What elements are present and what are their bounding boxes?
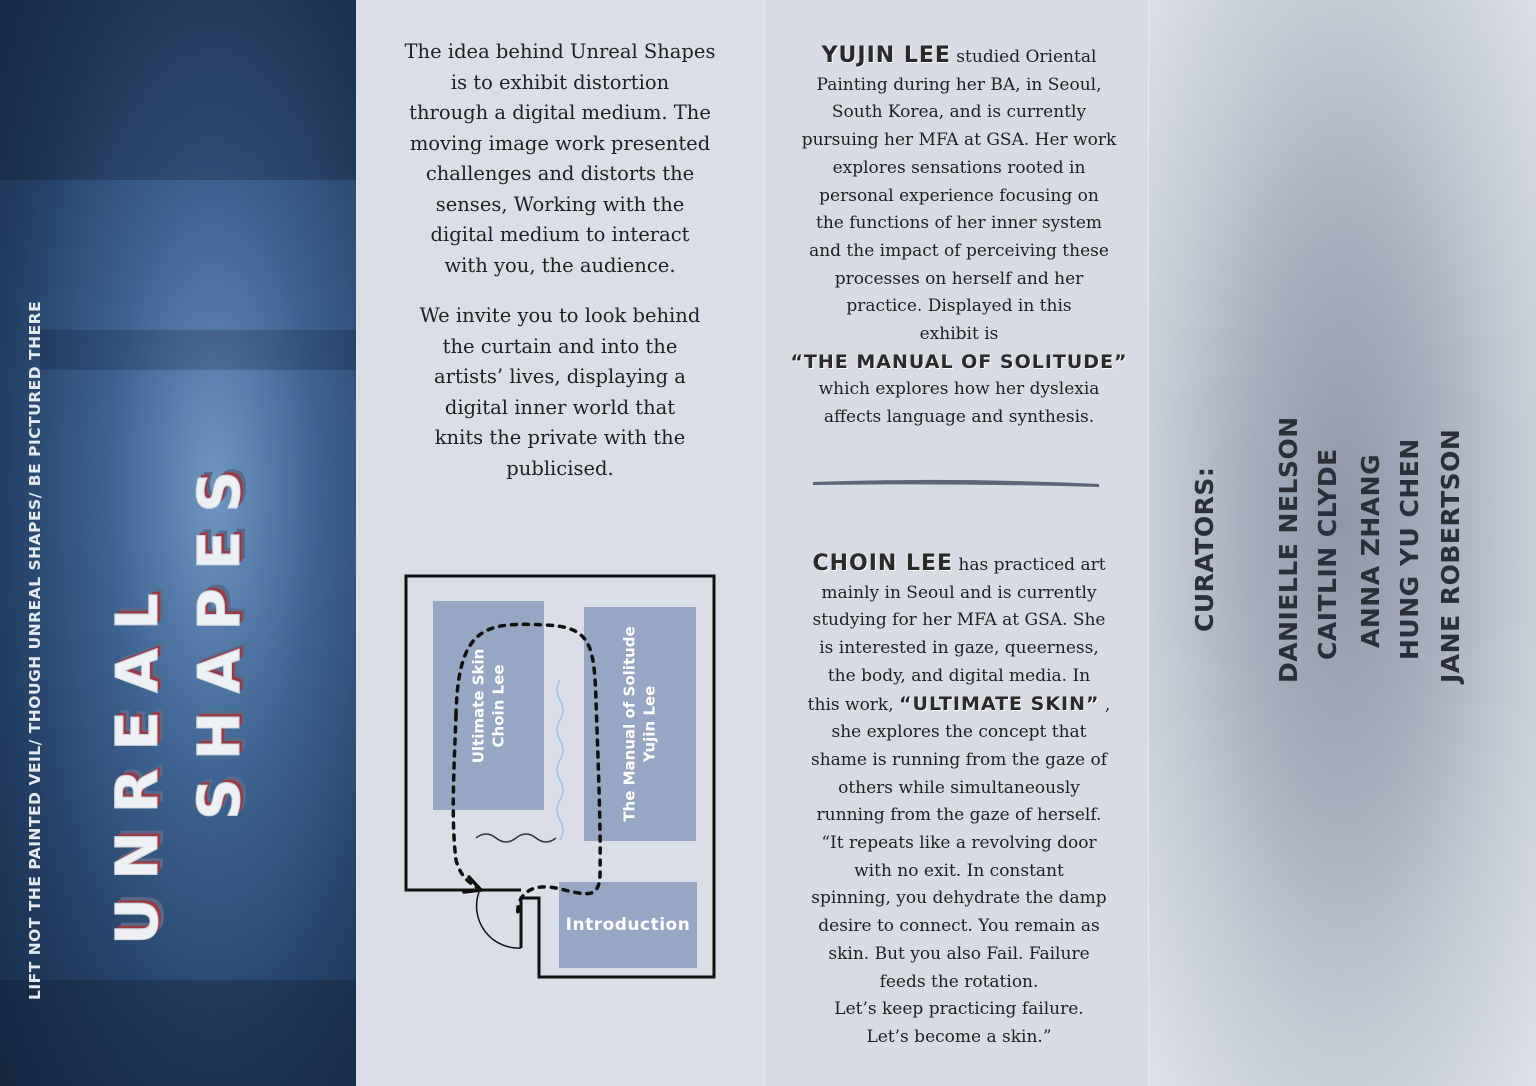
section-divider: [811, 477, 1101, 488]
visitor-route: [396, 570, 726, 990]
intro-line: The idea behind Unreal Shapes: [404, 40, 716, 63]
intro-line: challenges and distorts the: [425, 162, 695, 185]
cover-title-shapes: SHAPES: [185, 452, 253, 820]
bio-text: this work,: [807, 694, 900, 715]
bio-line: explores sensations rooted in: [832, 157, 1086, 178]
intro-paragraph-2: [380, 301, 740, 484]
intro-paragraph-1: [380, 37, 740, 281]
bio-line: practice. Displayed in this: [846, 296, 1072, 317]
bio-line: shame is running from the gaze of: [811, 749, 1107, 770]
room-title: Introduction: [565, 915, 691, 935]
intro-panel: [356, 0, 764, 1086]
intro-line: publicised.: [506, 456, 614, 480]
bio-line: mainly in Seoul and is currently: [821, 582, 1097, 603]
cover-shadow: [0, 0, 356, 180]
bio-line: the body, and digital media. In: [827, 665, 1091, 686]
bio-text: studied Oriental: [950, 47, 1097, 67]
bio-line: with no exit. In constant: [854, 860, 1064, 881]
bio-text: ,: [1099, 694, 1111, 715]
bio-line: feeds the rotation.: [879, 971, 1039, 992]
intro-line: knits the private with the: [434, 426, 686, 449]
curator-name: JANE ROBERTSON: [1436, 428, 1465, 683]
work-title: “THE MANUAL OF SOLITUDE”: [790, 350, 1128, 373]
bio-line: “It repeats like a revolving door: [821, 833, 1097, 854]
artist-bio-choin: [773, 550, 1145, 1052]
intro-line: the curtain and into the: [442, 334, 678, 358]
room-artist: Yujin Lee: [641, 685, 659, 763]
bio-line: which explores how her dyslexia: [818, 379, 1100, 400]
cover-shadow: [40, 330, 356, 370]
artist-name: YUJIN LEE: [821, 43, 951, 68]
intro-line: is to exhibit distortion: [450, 70, 670, 94]
bio-line: Let’s keep practicing failure.: [834, 999, 1084, 1020]
bio-line: exhibit is: [919, 324, 999, 345]
curator-name: ANNA ZHANG: [1356, 453, 1385, 648]
bio-line: pursuing her MFA at GSA. Her work: [801, 130, 1117, 151]
curator-name: CAITLIN CLYDE: [1313, 448, 1342, 660]
room-title: Ultimate Skin: [469, 648, 488, 763]
bio-line: the functions of her inner system: [816, 213, 1102, 234]
cover-title-unreal: UNREAL: [103, 575, 171, 945]
bio-line: running from the gaze of herself.: [816, 805, 1102, 826]
bio-line: skin. But you also Fail. Failure: [828, 943, 1090, 964]
bio-line: personal experience focusing on: [819, 185, 1099, 206]
cover-tagline: LIFT NOT THE PAINTED VEIL/ THOUGH UNREAL SHAPES/ BE PICTURED THERE: [26, 300, 44, 1000]
bio-line: Painting during her BA, in Seoul,: [816, 74, 1102, 95]
bio-first-line: [773, 550, 1145, 580]
intro-line: senses, Working with the: [435, 192, 685, 216]
bio-work-line: [773, 691, 1145, 720]
room-title: The Manual of Solitude: [621, 626, 639, 822]
bio-line: South Korea, and is currently: [831, 102, 1087, 123]
bio-first-line: [773, 42, 1145, 72]
intro-line: through a digital medium. The: [409, 101, 711, 124]
bio-line: processes on herself and her: [834, 268, 1084, 289]
artist-bio-yujin: [773, 42, 1145, 432]
curator-name: HUNG YU CHEN: [1395, 438, 1424, 660]
bio-line: is interested in gaze, queerness,: [819, 638, 1099, 659]
work-title: “ULTIMATE SKIN”: [899, 692, 1100, 715]
cover-shadow: [0, 980, 356, 1086]
bio-text: has practiced art: [953, 555, 1106, 575]
intro-line: digital medium to interact: [430, 223, 690, 246]
intro-line: digital inner world that: [444, 395, 676, 419]
bio-line: spinning, you dehydrate the damp: [811, 888, 1107, 909]
curators-heading: CURATORS:: [1190, 466, 1219, 632]
intro-line: moving image work presented: [409, 131, 711, 155]
intro-line: We invite you to look behind: [419, 304, 701, 327]
artists-panel: [764, 0, 1149, 1086]
bio-line: desire to connect. You remain as: [818, 916, 1100, 937]
room-artist: Choin Lee: [489, 664, 508, 747]
bio-line: and the impact of perceiving these: [809, 240, 1109, 261]
cover-panel: [0, 0, 356, 1086]
bio-line: Let’s become a skin.”: [866, 1026, 1052, 1047]
bio-line: others while simultaneously: [838, 777, 1080, 798]
curator-name: DANIELLE NELSON: [1274, 416, 1303, 683]
bio-line: studying for her MFA at GSA. She: [812, 610, 1106, 631]
bio-line: affects language and synthesis.: [823, 407, 1095, 428]
intro-line: with you, the audience.: [444, 253, 676, 277]
intro-line: artists’ lives, displaying a: [434, 365, 686, 388]
bio-line: she explores the concept that: [831, 722, 1087, 743]
artist-name: CHOIN LEE: [812, 551, 954, 576]
